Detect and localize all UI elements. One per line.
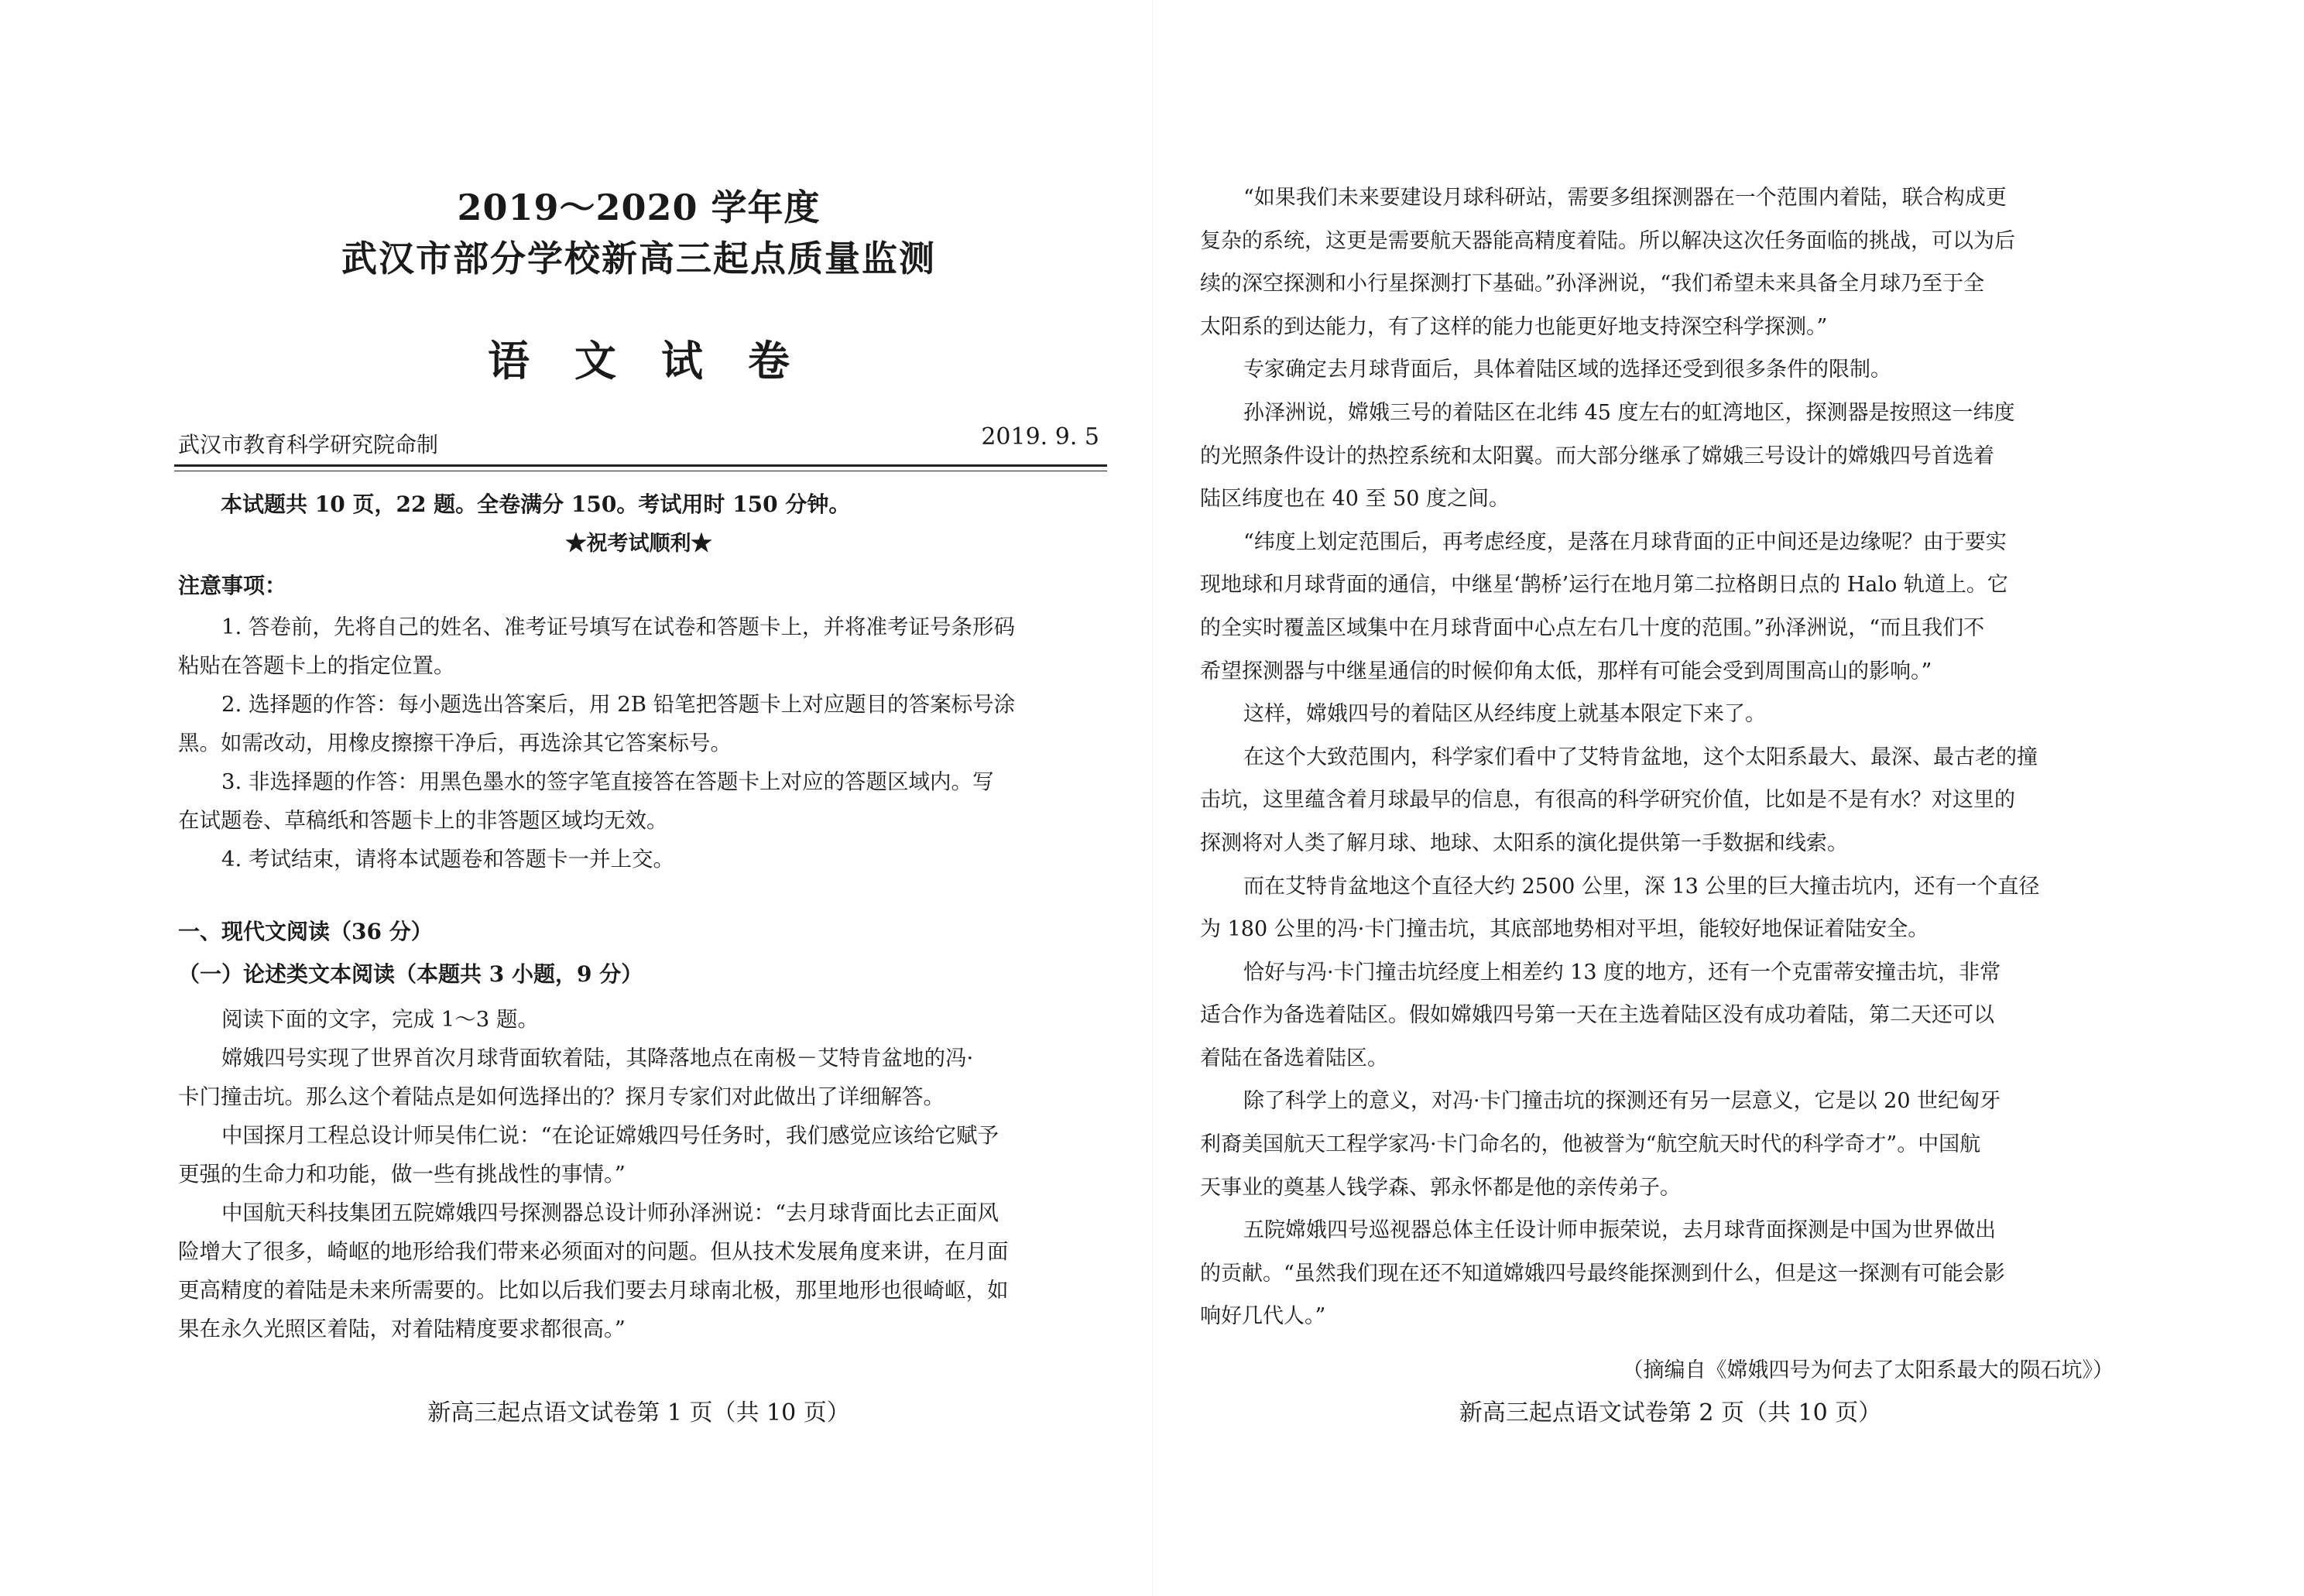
passage-line: 中国航天科技集团五院嫦娥四号探测器总设计师孙泽洲说：“去月球背面比去正面风 [221,1200,999,1225]
passage-line: 天事业的奠基人钱学森、郭永怀都是他的亲传弟子。 [1200,1175,1681,1200]
passage-line: 着陆在备选着陆区。 [1200,1046,1388,1070]
school-year-title: 2019～2020 学年度 [457,187,821,228]
notice-line: 黑。如需改动，用橡皮擦擦干净后，再选涂其它答案标号。 [178,731,732,755]
notice-line: 3. 非选择题的作答：用黑色墨水的签字笔直接答在答题卡上对应的答题区域内。写 [221,769,994,794]
passage-line: 而在艾特肯盆地这个直径大约 2500 公里，深 13 公里的巨大撞击坑内，还有一个直径 [1243,874,2040,899]
notice-line: 2. 选择题的作答：每小题选出答案后，用 2B 铅笔把答题卡上对应题目的答案标号涂 [221,692,1016,717]
passage-line: 利裔美国航天工程学家冯·卡门命名的，他被誉为“航空航天时代的科学奇才”。中国航 [1200,1132,1981,1157]
issuer: 武汉市教育科学研究院命制 [178,432,439,457]
notice-line: 4. 考试结束，请将本试题卷和答题卡一并上交。 [221,847,674,872]
passage-line: 为 180 公里的冯·卡门撞击坑，其底部地势相对平坦，能较好地保证着陆安全。 [1200,917,1929,942]
subsection-heading: （一）论述类文本阅读（本题共 3 小题，9 分） [178,961,643,987]
passage-line: 卡门撞击坑。那么这个着陆点是如何选择出的？探月专家们对此做出了详细解答。 [178,1084,945,1109]
passage-line: 的全实时覆盖区域集中在月球背面中心点左右几十度的范围。”孙泽洲说，“而且我们不 [1200,615,1985,640]
passage-line: 更高精度的着陆是未来所需要的。比如以后我们要去月球南北极，那里地形也很崎岖，如 [178,1278,1009,1303]
page-fold [1152,0,1153,1596]
notice-list [178,608,1015,878]
passage-line: 除了科学上的意义，对冯·卡门撞击坑的探测还有另一层意义，它是以 20 世纪匈牙 [1243,1089,2001,1114]
passage-right [1200,176,2039,1338]
passage-line: 响好几代人。” [1200,1304,1326,1329]
page-footer: 新高三起点语文试卷第 2 页（共 10 页） [1459,1399,1882,1426]
passage-line: 五院嫦娥四号巡视器总体主任设计师申振荣说，去月球背面探测是中国为世界做出 [1243,1218,1996,1243]
passage-line: 击坑，这里蕴含着月球最早的信息，有很高的科学研究价值，比如是不是有水？对这里的 [1200,788,2015,813]
passage-line: 这样，嫦娥四号的着陆区从经纬度上就基本限定下来了。 [1243,702,1766,727]
subject-title: 语文试卷 [488,336,835,385]
passage-line: 希望探测器与中继星通信的时候仰角太低，那样有可能会受到周围高山的影响。” [1200,659,1932,683]
passage-line: 果在永久光照区着陆，对着陆精度要求都很高。” [178,1317,626,1341]
exam-date: 2019. 9. 5 [981,423,1099,450]
notice-line: 粘贴在答题卡上的指定位置。 [178,653,455,678]
exam-intro: 本试题共 10 页，22 题。全卷满分 150。考试用时 150 分钟。 [221,491,851,517]
passage-line: “纬度上划定范围后，再考虑经度，是落在月球背面的正中间还是边缘呢？由于要实 [1243,529,2007,554]
good-luck-banner: ★祝考试顺利★ [565,532,712,556]
page-footer: 新高三起点语文试卷第 1 页（共 10 页） [427,1399,850,1426]
passage-line: 恰好与冯·卡门撞击坑经度上相差约 13 度的地方，还有一个克雷蒂安撞击坑，非常 [1243,960,2001,985]
passage-line: 复杂的系统，这更是需要航天器能高精度着陆。所以解决这次任务面临的挑战，可以为后 [1200,228,2015,253]
passage-line: 更强的生命力和功能，做一些有挑战性的事情。” [178,1162,626,1187]
passage-line: 陆区纬度也在 40 至 50 度之间。 [1200,487,1510,512]
passage-line: 探测将对人类了解月球、地球、太阳系的演化提供第一手数据和线索。 [1200,831,1848,855]
passage-line: 的光照条件设计的热控系统和太阳翼。而大部分继承了嫦娥三号设计的嫦娥四号首选着 [1200,444,1994,468]
passage-line: 孙泽洲说，嫦娥三号的着陆区在北纬 45 度左右的虹湾地区，探测器是按照这一纬度 [1243,400,2015,425]
passage-source: （摘编自《嫦娥四号为何去了太阳系最大的陨石坑》） [1622,1358,2114,1382]
passage-line: 现地球和月球背面的通信，中继星‘鹊桥’运行在地月第二拉格朗日点的 Halo 轨道上。它 [1200,573,2008,598]
passage-line: 险增大了很多，崎岖的地形给我们带来必须面对的问题。但从技术发展角度来讲，在月面 [178,1239,1009,1264]
passage-line: 嫦娥四号实现了世界首次月球背面软着陆，其降落地点在南极－艾特肯盆地的冯· [221,1046,974,1070]
notice-line: 1. 答卷前，先将自己的姓名、准考证号填写在试卷和答题卡上，并将准考证号条形码 [221,615,1015,639]
passage-line: 续的深空探测和小行星探测打下基础。”孙泽洲说，“我们希望未来具备全月球乃至于全 [1200,272,1985,296]
passage-line: 阅读下面的文字，完成 1～3 题。 [221,1007,539,1032]
passage-line: 专家确定去月球背面后，具体着陆区域的选择还受到很多条件的限制。 [1243,358,1891,382]
notice-line: 在试题卷、草稿纸和答题卡上的非答题区域均无效。 [178,808,668,833]
passage-line: 的贡献。“虽然我们现在还不知道嫦娥四号最终能探测到什么，但是这一探测有可能会影 [1200,1261,2005,1286]
header-rule-thick [174,464,1107,467]
passage-line: 适合作为备选着陆区。假如嫦娥四号第一天在主选着陆区没有成功着陆，第二天还可以 [1200,1003,1994,1028]
passage-line: 在这个大致范围内，科学家们看中了艾特肯盆地，这个太阳系最大、最深、最古老的撞 [1243,745,2038,769]
section-heading: 一、现代文阅读（36 分） [178,919,433,944]
passage-line: 太阳系的到达能力，有了这样的能力也能更好地支持深空科学探测。” [1200,314,1828,339]
exam-title: 武汉市部分学校新高三起点质量监测 [341,238,936,279]
passage-line: “如果我们未来要建设月球科研站，需要多组探测器在一个范围内着陆，联合构成更 [1243,186,2007,210]
passage-line: 中国探月工程总设计师吴伟仁说：“在论证嫦娥四号任务时，我们感觉应该给它赋予 [221,1123,999,1148]
notice-heading: 注意事项： [178,573,287,598]
passage-left [178,1000,1009,1348]
